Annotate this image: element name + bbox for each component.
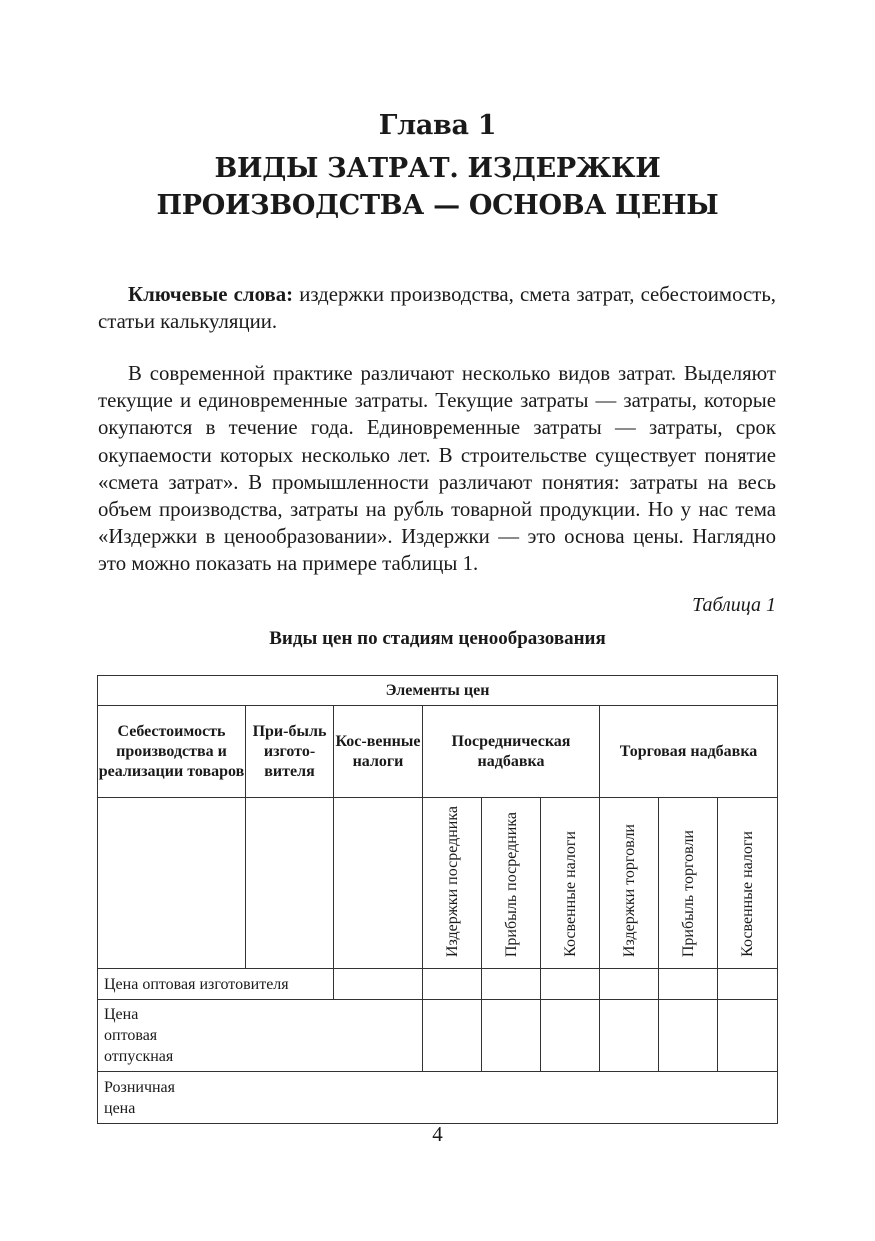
empty-cell bbox=[718, 969, 778, 1000]
row-label-retail bbox=[98, 1072, 778, 1124]
empty-cell bbox=[482, 1000, 541, 1072]
header-profit-text: При-быль изгото-вителя bbox=[252, 722, 327, 780]
empty-cell bbox=[334, 969, 423, 1000]
subheader-trade-taxes bbox=[718, 798, 778, 969]
chapter-heading: Глава 1 bbox=[378, 110, 497, 141]
empty-cell bbox=[659, 969, 718, 1000]
empty-cell bbox=[334, 798, 423, 969]
empty-cell bbox=[98, 798, 246, 969]
empty-cell bbox=[600, 969, 659, 1000]
subheader-text: Издержки посредника bbox=[443, 806, 461, 958]
empty-cell bbox=[423, 969, 482, 1000]
keywords-paragraph bbox=[98, 281, 776, 335]
empty-cell bbox=[423, 1000, 482, 1072]
table-group-header-row bbox=[98, 676, 778, 706]
subheader-trade-costs bbox=[600, 798, 659, 969]
subheader-trade-profit bbox=[659, 798, 718, 969]
keywords-text: издержки производства, смета затрат, себестоимость, статьи калькуляции. bbox=[98, 283, 776, 334]
table-title: Виды цен по стадиям ценообразования bbox=[269, 628, 606, 649]
empty-cell bbox=[659, 1000, 718, 1072]
chapter-title bbox=[0, 150, 875, 224]
table-row bbox=[98, 1000, 778, 1072]
header-trade: Торговая надбавка bbox=[600, 706, 778, 798]
empty-cell bbox=[246, 798, 334, 969]
row-label-wholesale-manufacturer: Цена оптовая изготовителя bbox=[98, 969, 334, 1000]
header-taxes bbox=[334, 706, 423, 798]
empty-cell bbox=[541, 969, 600, 1000]
table-row bbox=[98, 1072, 778, 1124]
subheader-text: Прибыль посредника bbox=[502, 811, 520, 958]
row-label-text: Розничная цена bbox=[104, 1078, 176, 1117]
header-taxes-text: Кос-венные налоги bbox=[335, 732, 421, 770]
table-subheader-row bbox=[98, 798, 778, 969]
row-label-wholesale-release bbox=[98, 1000, 423, 1072]
empty-cell bbox=[600, 1000, 659, 1072]
subheader-intermediary-taxes bbox=[541, 798, 600, 969]
subheader-text: Косвенные налоги bbox=[561, 831, 579, 958]
keywords-label: Ключевые слова: bbox=[128, 283, 294, 306]
chapter-title-line-2: ПРОИЗВОДСТВА — ОСНОВА ЦЕНЫ bbox=[156, 190, 719, 221]
table-header-row bbox=[98, 706, 778, 798]
empty-cell bbox=[541, 1000, 600, 1072]
header-profit bbox=[246, 706, 334, 798]
empty-cell bbox=[718, 1000, 778, 1072]
subheader-intermediary-profit bbox=[482, 798, 541, 969]
header-intermediary: Посредническая надбавка bbox=[423, 706, 600, 798]
subheader-text: Издержки торговли bbox=[620, 824, 638, 958]
subheader-text: Прибыль торговли bbox=[679, 829, 697, 958]
header-cost: Себестоимость производства и реализации товаров bbox=[98, 706, 246, 798]
subheader-intermediary-costs bbox=[423, 798, 482, 969]
table-row bbox=[98, 969, 778, 1000]
subheader-text: Косвенные налоги bbox=[739, 831, 757, 958]
page-number: 4 bbox=[432, 1122, 443, 1146]
group-header-cell: Элементы цен bbox=[98, 676, 778, 706]
price-elements-table bbox=[97, 675, 778, 1124]
table-number: Таблица 1 bbox=[692, 594, 776, 616]
empty-cell bbox=[482, 969, 541, 1000]
chapter-title-line-1: ВИДЫ ЗАТРАТ. ИЗДЕРЖКИ bbox=[214, 153, 661, 184]
row-label-text: Цена оптовая отпускная bbox=[104, 1006, 174, 1066]
body-paragraph: В современной практике различают несколько видов затрат. Выделяют текущие и единовременные затраты. Текущие затраты — затраты, которые окупаются в течение года. Единовременные затраты — затраты, срок окупаемости которых несколько лет. В строительстве существует понятие «смета затрат». В промышленности различают понятия: затраты на весь объем производства, затраты на рубль товарной продукции. Но у нас тема «Издержки в ценообразовании». Издержки — это основа цены. Наглядно это можно показать на примере таблицы 1. bbox=[98, 362, 776, 576]
